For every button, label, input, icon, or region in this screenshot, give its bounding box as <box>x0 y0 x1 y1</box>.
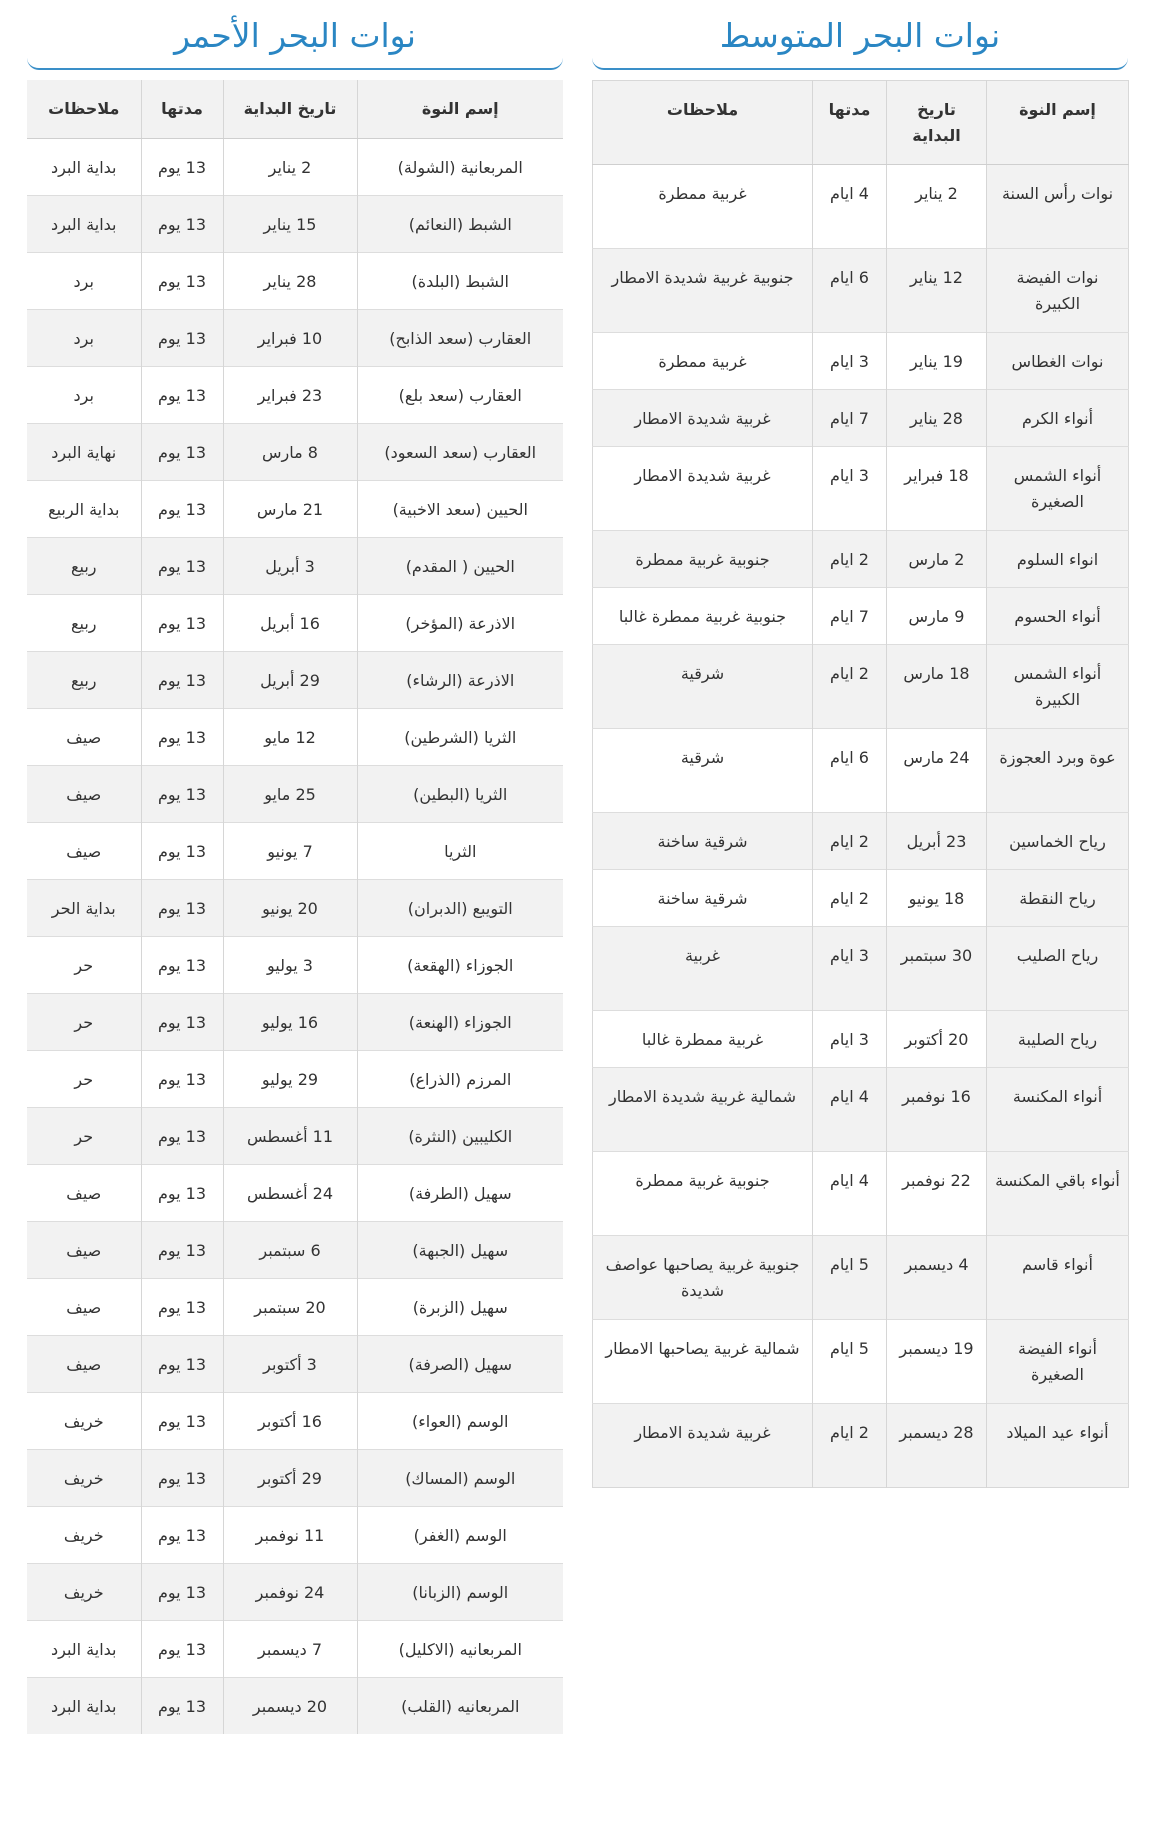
duration-cell: 13 يوم <box>141 1164 223 1221</box>
start-date-cell: 20 يونيو <box>223 879 357 936</box>
notes-cell: غربية ممطرة غالبا <box>593 1011 813 1068</box>
table-row <box>27 1449 563 1506</box>
start-date-cell: 18 يونيو <box>887 870 987 927</box>
table-row <box>593 1320 1129 1404</box>
start-date-cell: 23 أبريل <box>887 813 987 870</box>
name-cell: عوة وبرد العجوزة <box>987 729 1129 813</box>
start-date-cell: 2 مارس <box>887 531 987 588</box>
red-sea-table <box>27 80 563 1734</box>
name-cell: سهيل (الجبهة) <box>357 1221 563 1278</box>
table-row <box>593 1068 1129 1152</box>
duration-cell: 13 يوم <box>141 993 223 1050</box>
notes-cell: صيف <box>27 822 141 879</box>
duration-cell: 3 ايام <box>813 447 887 531</box>
table-row <box>27 252 563 309</box>
table-row <box>593 531 1129 588</box>
table-row <box>27 1506 563 1563</box>
start-date-cell: 15 يناير <box>223 195 357 252</box>
duration-cell: 2 ايام <box>813 645 887 729</box>
start-date-cell: 29 أكتوبر <box>223 1449 357 1506</box>
name-cell: الحيين (سعد الاخبية) <box>357 480 563 537</box>
start-date-cell: 7 يونيو <box>223 822 357 879</box>
notes-cell: بداية البرد <box>27 1677 141 1734</box>
notes-cell: بداية البرد <box>27 1620 141 1677</box>
start-date-cell: 11 أغسطس <box>223 1107 357 1164</box>
name-cell: الشبط (النعائم) <box>357 195 563 252</box>
notes-cell: جنوبية غربية ممطرة <box>593 531 813 588</box>
notes-cell: شمالية غربية يصاحبها الامطار <box>593 1320 813 1404</box>
duration-cell: 13 يوم <box>141 1278 223 1335</box>
start-date-cell: 28 يناير <box>223 252 357 309</box>
start-date-cell: 12 يناير <box>887 249 987 333</box>
start-date-cell: 18 فبراير <box>887 447 987 531</box>
notes-cell: صيف <box>27 1335 141 1392</box>
duration-cell: 13 يوم <box>141 822 223 879</box>
name-cell: أنواء المكنسة <box>987 1068 1129 1152</box>
start-date-cell: 24 أغسطس <box>223 1164 357 1221</box>
duration-cell: 13 يوم <box>141 1677 223 1734</box>
name-cell: العقارب (سعد السعود) <box>357 423 563 480</box>
start-date-cell: 28 ديسمبر <box>887 1404 987 1488</box>
duration-cell: 13 يوم <box>141 195 223 252</box>
mediterranean-section <box>592 0 1128 1488</box>
header-start-date: تاريخ البداية <box>887 81 987 165</box>
name-cell: الشبط (البلدة) <box>357 252 563 309</box>
notes-cell: شرقية <box>593 729 813 813</box>
notes-cell: بداية الحر <box>27 879 141 936</box>
notes-cell: خريف <box>27 1449 141 1506</box>
notes-cell: شمالية غربية شديدة الامطار <box>593 1068 813 1152</box>
table-row <box>27 936 563 993</box>
start-date-cell: 24 نوفمبر <box>223 1563 357 1620</box>
duration-cell: 13 يوم <box>141 423 223 480</box>
table-row <box>593 870 1129 927</box>
start-date-cell: 23 فبراير <box>223 366 357 423</box>
duration-cell: 13 يوم <box>141 765 223 822</box>
start-date-cell: 10 فبراير <box>223 309 357 366</box>
notes-cell: خريف <box>27 1392 141 1449</box>
table-row <box>27 993 563 1050</box>
table-row <box>593 927 1129 1011</box>
notes-cell: صيف <box>27 708 141 765</box>
start-date-cell: 11 نوفمبر <box>223 1506 357 1563</box>
duration-cell: 13 يوم <box>141 1107 223 1164</box>
name-cell: الثريا (البطين) <box>357 765 563 822</box>
notes-cell: شرقية <box>593 645 813 729</box>
notes-cell: بداية البرد <box>27 138 141 195</box>
notes-cell: صيف <box>27 1164 141 1221</box>
table-row <box>27 537 563 594</box>
duration-cell: 13 يوم <box>141 651 223 708</box>
start-date-cell: 30 سبتمبر <box>887 927 987 1011</box>
start-date-cell: 16 أكتوبر <box>223 1392 357 1449</box>
table-row <box>27 822 563 879</box>
header-duration: مدتها <box>141 80 223 138</box>
red-sea-title: نوات البحر الأحمر <box>174 16 416 55</box>
start-date-cell: 29 يوليو <box>223 1050 357 1107</box>
table-row <box>593 813 1129 870</box>
table-row <box>27 1050 563 1107</box>
duration-cell: 3 ايام <box>813 333 887 390</box>
table-header-row <box>593 81 1129 165</box>
notes-cell: حر <box>27 936 141 993</box>
notes-cell: ربيع <box>27 594 141 651</box>
mediterranean-title-bar <box>592 0 1128 70</box>
start-date-cell: 21 مارس <box>223 480 357 537</box>
duration-cell: 13 يوم <box>141 1335 223 1392</box>
notes-cell: صيف <box>27 1221 141 1278</box>
name-cell: سهيل (الصرفة) <box>357 1335 563 1392</box>
table-row <box>27 1563 563 1620</box>
duration-cell: 13 يوم <box>141 366 223 423</box>
notes-cell: شرقية ساخنة <box>593 870 813 927</box>
start-date-cell: 3 أكتوبر <box>223 1335 357 1392</box>
name-cell: المربعانيه (الاكليل) <box>357 1620 563 1677</box>
start-date-cell: 6 سبتمبر <box>223 1221 357 1278</box>
name-cell: الثريا (الشرطين) <box>357 708 563 765</box>
start-date-cell: 19 يناير <box>887 333 987 390</box>
notes-cell: غربية شديدة الامطار <box>593 390 813 447</box>
start-date-cell: 28 يناير <box>887 390 987 447</box>
table-row <box>27 195 563 252</box>
duration-cell: 4 ايام <box>813 1152 887 1236</box>
name-cell: الوسم (الزبانا) <box>357 1563 563 1620</box>
name-cell: الوسم (المساك) <box>357 1449 563 1506</box>
table-row <box>27 651 563 708</box>
name-cell: أنواء عيد الميلاد <box>987 1404 1129 1488</box>
start-date-cell: 24 مارس <box>887 729 987 813</box>
notes-cell: غربية ممطرة <box>593 333 813 390</box>
start-date-cell: 20 أكتوبر <box>887 1011 987 1068</box>
start-date-cell: 2 يناير <box>887 165 987 249</box>
notes-cell: برد <box>27 252 141 309</box>
duration-cell: 4 ايام <box>813 1068 887 1152</box>
notes-cell: نهاية البرد <box>27 423 141 480</box>
name-cell: الاذرعة (المؤخر) <box>357 594 563 651</box>
start-date-cell: 8 مارس <box>223 423 357 480</box>
header-notes: ملاحظات <box>27 80 141 138</box>
name-cell: أنواء قاسم <box>987 1236 1129 1320</box>
table-row <box>593 333 1129 390</box>
name-cell: العقارب (سعد الذابح) <box>357 309 563 366</box>
name-cell: سهيل (الطرفة) <box>357 1164 563 1221</box>
name-cell: رياح الصليب <box>987 927 1129 1011</box>
red-sea-title-bar <box>27 0 563 70</box>
duration-cell: 13 يوم <box>141 309 223 366</box>
table-header-row <box>27 80 563 138</box>
start-date-cell: 2 يناير <box>223 138 357 195</box>
duration-cell: 13 يوم <box>141 936 223 993</box>
red-sea-section <box>27 0 563 1734</box>
duration-cell: 13 يوم <box>141 1221 223 1278</box>
notes-cell: غربية شديدة الامطار <box>593 1404 813 1488</box>
notes-cell: ربيع <box>27 537 141 594</box>
table-row <box>27 480 563 537</box>
notes-cell: غربية شديدة الامطار <box>593 447 813 531</box>
table-row <box>27 1221 563 1278</box>
duration-cell: 13 يوم <box>141 1392 223 1449</box>
name-cell: أنواء باقي المكنسة <box>987 1152 1129 1236</box>
name-cell: رياح النقطة <box>987 870 1129 927</box>
duration-cell: 13 يوم <box>141 1620 223 1677</box>
table-row <box>593 390 1129 447</box>
table-row <box>27 423 563 480</box>
name-cell: الوسم (الغفر) <box>357 1506 563 1563</box>
duration-cell: 13 يوم <box>141 594 223 651</box>
duration-cell: 2 ايام <box>813 1404 887 1488</box>
name-cell: أنواء الكرم <box>987 390 1129 447</box>
table-row <box>27 708 563 765</box>
name-cell: الوسم (العواء) <box>357 1392 563 1449</box>
name-cell: أنواء الشمس الكبيرة <box>987 645 1129 729</box>
name-cell: أنواء الحسوم <box>987 588 1129 645</box>
name-cell: رياح الخماسين <box>987 813 1129 870</box>
notes-cell: صيف <box>27 765 141 822</box>
header-name: إسم النوة <box>987 81 1129 165</box>
duration-cell: 13 يوم <box>141 879 223 936</box>
notes-cell: حر <box>27 1050 141 1107</box>
duration-cell: 6 ايام <box>813 249 887 333</box>
name-cell: نوات الغطاس <box>987 333 1129 390</box>
table-row <box>27 366 563 423</box>
table-row <box>27 1392 563 1449</box>
name-cell: أنواء الشمس الصغيرة <box>987 447 1129 531</box>
name-cell: العقارب (سعد بلع) <box>357 366 563 423</box>
duration-cell: 4 ايام <box>813 165 887 249</box>
duration-cell: 3 ايام <box>813 927 887 1011</box>
start-date-cell: 16 نوفمبر <box>887 1068 987 1152</box>
name-cell: الجوزاء (الهقعة) <box>357 936 563 993</box>
table-row <box>593 165 1129 249</box>
start-date-cell: 19 ديسمبر <box>887 1320 987 1404</box>
duration-cell: 2 ايام <box>813 813 887 870</box>
header-notes: ملاحظات <box>593 81 813 165</box>
start-date-cell: 20 سبتمبر <box>223 1278 357 1335</box>
notes-cell: ربيع <box>27 651 141 708</box>
duration-cell: 2 ايام <box>813 870 887 927</box>
notes-cell: غربية ممطرة <box>593 165 813 249</box>
notes-cell: صيف <box>27 1278 141 1335</box>
table-row <box>593 249 1129 333</box>
table-row <box>27 1164 563 1221</box>
start-date-cell: 16 أبريل <box>223 594 357 651</box>
notes-cell: برد <box>27 309 141 366</box>
table-row <box>27 765 563 822</box>
table-row <box>27 309 563 366</box>
name-cell: المربعانيه (القلب) <box>357 1677 563 1734</box>
table-row <box>27 1677 563 1734</box>
duration-cell: 7 ايام <box>813 390 887 447</box>
start-date-cell: 3 يوليو <box>223 936 357 993</box>
name-cell: المرزم (الذراع) <box>357 1050 563 1107</box>
name-cell: الثريا <box>357 822 563 879</box>
notes-cell: جنوبية غربية ممطرة غالبا <box>593 588 813 645</box>
duration-cell: 13 يوم <box>141 1449 223 1506</box>
duration-cell: 7 ايام <box>813 588 887 645</box>
start-date-cell: 22 نوفمبر <box>887 1152 987 1236</box>
start-date-cell: 18 مارس <box>887 645 987 729</box>
notes-cell: جنوبية غربية ممطرة <box>593 1152 813 1236</box>
name-cell: الحيين ( المقدم) <box>357 537 563 594</box>
duration-cell: 13 يوم <box>141 1050 223 1107</box>
duration-cell: 2 ايام <box>813 531 887 588</box>
table-row <box>593 588 1129 645</box>
name-cell: الجوزاء (الهنعة) <box>357 993 563 1050</box>
table-row <box>593 1011 1129 1068</box>
duration-cell: 5 ايام <box>813 1320 887 1404</box>
name-cell: التويبع (الدبران) <box>357 879 563 936</box>
table-row <box>27 879 563 936</box>
table-row <box>27 594 563 651</box>
table-row <box>593 729 1129 813</box>
notes-cell: جنوبية غربية شديدة الامطار <box>593 249 813 333</box>
name-cell: نوات الفيضة الكبيرة <box>987 249 1129 333</box>
start-date-cell: 20 ديسمبر <box>223 1677 357 1734</box>
notes-cell: خريف <box>27 1563 141 1620</box>
name-cell: أنواء الفيضة الصغيرة <box>987 1320 1129 1404</box>
notes-cell: حر <box>27 1107 141 1164</box>
duration-cell: 13 يوم <box>141 1506 223 1563</box>
name-cell: رياح الصليبة <box>987 1011 1129 1068</box>
start-date-cell: 16 يوليو <box>223 993 357 1050</box>
duration-cell: 13 يوم <box>141 252 223 309</box>
start-date-cell: 29 أبريل <box>223 651 357 708</box>
mediterranean-table-body <box>593 165 1129 1488</box>
red-sea-table-body <box>27 138 563 1734</box>
table-row <box>27 138 563 195</box>
start-date-cell: 3 أبريل <box>223 537 357 594</box>
header-duration: مدتها <box>813 81 887 165</box>
table-row <box>27 1620 563 1677</box>
start-date-cell: 25 مايو <box>223 765 357 822</box>
start-date-cell: 9 مارس <box>887 588 987 645</box>
duration-cell: 13 يوم <box>141 1563 223 1620</box>
mediterranean-title: نوات البحر المتوسط <box>719 16 1001 55</box>
table-row <box>593 645 1129 729</box>
name-cell: نوات رأس السنة <box>987 165 1129 249</box>
duration-cell: 13 يوم <box>141 480 223 537</box>
name-cell: الاذرعة (الرشاء) <box>357 651 563 708</box>
notes-cell: غربية <box>593 927 813 1011</box>
duration-cell: 6 ايام <box>813 729 887 813</box>
duration-cell: 5 ايام <box>813 1236 887 1320</box>
table-row <box>593 1236 1129 1320</box>
table-row <box>27 1335 563 1392</box>
name-cell: سهيل (الزبرة) <box>357 1278 563 1335</box>
start-date-cell: 4 ديسمبر <box>887 1236 987 1320</box>
name-cell: انواء السلوم <box>987 531 1129 588</box>
notes-cell: برد <box>27 366 141 423</box>
duration-cell: 3 ايام <box>813 1011 887 1068</box>
table-row <box>27 1107 563 1164</box>
notes-cell: جنوبية غربية يصاحبها عواصف شديدة <box>593 1236 813 1320</box>
start-date-cell: 7 ديسمبر <box>223 1620 357 1677</box>
duration-cell: 13 يوم <box>141 138 223 195</box>
table-row <box>593 1404 1129 1488</box>
table-row <box>593 1152 1129 1236</box>
notes-cell: خريف <box>27 1506 141 1563</box>
name-cell: الكليبين (النثرة) <box>357 1107 563 1164</box>
table-row <box>593 447 1129 531</box>
notes-cell: بداية البرد <box>27 195 141 252</box>
mediterranean-table <box>592 80 1129 1488</box>
duration-cell: 13 يوم <box>141 537 223 594</box>
duration-cell: 13 يوم <box>141 708 223 765</box>
start-date-cell: 12 مايو <box>223 708 357 765</box>
table-row <box>27 1278 563 1335</box>
header-start-date: تاريخ البداية <box>223 80 357 138</box>
name-cell: المربعانية (الشولة) <box>357 138 563 195</box>
notes-cell: شرقية ساخنة <box>593 813 813 870</box>
header-name: إسم النوة <box>357 80 563 138</box>
notes-cell: بداية الربيع <box>27 480 141 537</box>
notes-cell: حر <box>27 993 141 1050</box>
